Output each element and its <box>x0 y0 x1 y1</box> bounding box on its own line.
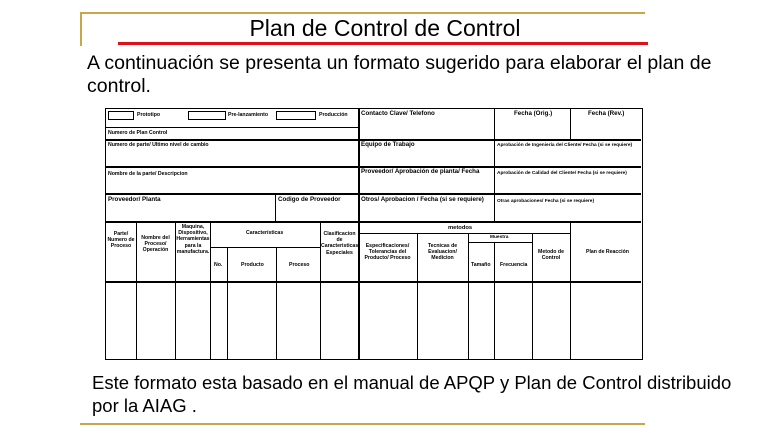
produccion-checkbox[interactable] <box>276 111 316 120</box>
equipo-label: Equipo de Trabajo <box>361 141 415 148</box>
footer-text: Este formato esta basado en el manual de APQP y Plan de Control distribuido por la AIAG . <box>92 372 732 416</box>
top-gold-rule <box>80 12 645 14</box>
prototipo-checkbox[interactable] <box>108 111 134 120</box>
col-line <box>570 221 571 359</box>
row-line <box>106 221 641 223</box>
bottom-gold-rule <box>80 423 645 425</box>
nombre-parte-label: Nombre de la parte/ Descripcion <box>108 171 188 177</box>
proceso-header: Proceso <box>289 262 310 268</box>
numero-parte-label: Numero de parte/ Ultimo nivel de cambio <box>108 142 209 148</box>
caracteristicas-header: Características <box>246 230 284 236</box>
metodos-header: metodos <box>448 225 473 231</box>
parte-numero-header: Parte/ Numero de Proceso <box>107 231 135 250</box>
muestra-line <box>468 242 532 243</box>
title-underline <box>118 42 648 45</box>
header-bottom-line <box>106 281 641 283</box>
metodo-control-header: Metodo de Control <box>538 249 564 262</box>
slide-title: Plan de Control de Control <box>249 15 521 41</box>
intro-text: A continuación se presenta un formato sugerido para elaborar el plan de control. <box>87 52 712 97</box>
row-line <box>106 193 641 195</box>
tecnicas-header: Tecnicas de Evaluacion/ Medicion <box>427 243 458 262</box>
clasificacion-header: Clasificacion de Caracteristicas Especiales <box>321 231 359 256</box>
col-line <box>494 109 495 221</box>
produccion-label: Producción <box>319 112 348 118</box>
col-line <box>275 193 276 221</box>
otras-aprob-label: Otras aprobaciones/ Fecha (si se requiere) <box>497 199 595 204</box>
no-header: No. <box>214 262 223 268</box>
aprob-calidad-label: Aprobación de Calidad del Cliente/ Fecha (si se requiere) <box>497 171 627 176</box>
col-line <box>570 109 571 139</box>
prototipo-label: Prototipo <box>137 112 161 118</box>
col-line <box>210 221 211 359</box>
producto-header: Producto <box>241 262 264 268</box>
row-line <box>106 127 358 128</box>
fecha-rev-label: Fecha (Rev.) <box>588 110 625 117</box>
tamano-header: Tamaño <box>471 262 491 268</box>
left-gold-rule <box>80 12 82 46</box>
aprob-ingenieria-label: Aprobación de Ingeniería del Cliente/ Fecha (si se requiere) <box>497 143 633 148</box>
muestra-header: Muestra <box>490 235 509 240</box>
fecha-orig-label: Fecha (Orig.) <box>514 110 553 117</box>
metodos-line <box>358 233 570 234</box>
col-line <box>358 109 360 359</box>
plan-reaccion-header: Plan de Reacción <box>586 249 629 255</box>
nombre-proceso-header: Nombre del Proceso/ Operación <box>141 235 170 254</box>
col-line <box>276 247 277 359</box>
codigo-proveedor-label: Codigo de Proveedor <box>278 196 341 203</box>
numero-plan-label: Numero de Plan Control <box>108 130 168 136</box>
otros-aprob-label: Otros/ Aprobacion / Fecha (si se requiere) <box>361 196 484 203</box>
col-line <box>227 247 228 359</box>
prelanzamiento-label: Pre-lanzamiento <box>228 112 269 118</box>
frecuencia-header: Frecuencia <box>500 262 528 268</box>
col-line <box>494 242 495 359</box>
contacto-label: Contacto Clave/ Telefono <box>361 110 435 117</box>
proveedor-planta-label: Proveedor/ Planta <box>108 196 161 203</box>
control-plan-form <box>105 108 643 360</box>
col-line <box>468 233 469 359</box>
prelanzamiento-checkbox[interactable] <box>188 111 226 120</box>
maquina-header: Maquina, Dispositivo, Herramientas para la manufactura. <box>176 224 210 255</box>
especificaciones-header: Especificaciones/ Tolerancias del Producto/ Proceso <box>364 243 411 262</box>
proveedor-aprob-label: Proveedor/ Aprobación de planta/ Fecha <box>361 168 480 175</box>
